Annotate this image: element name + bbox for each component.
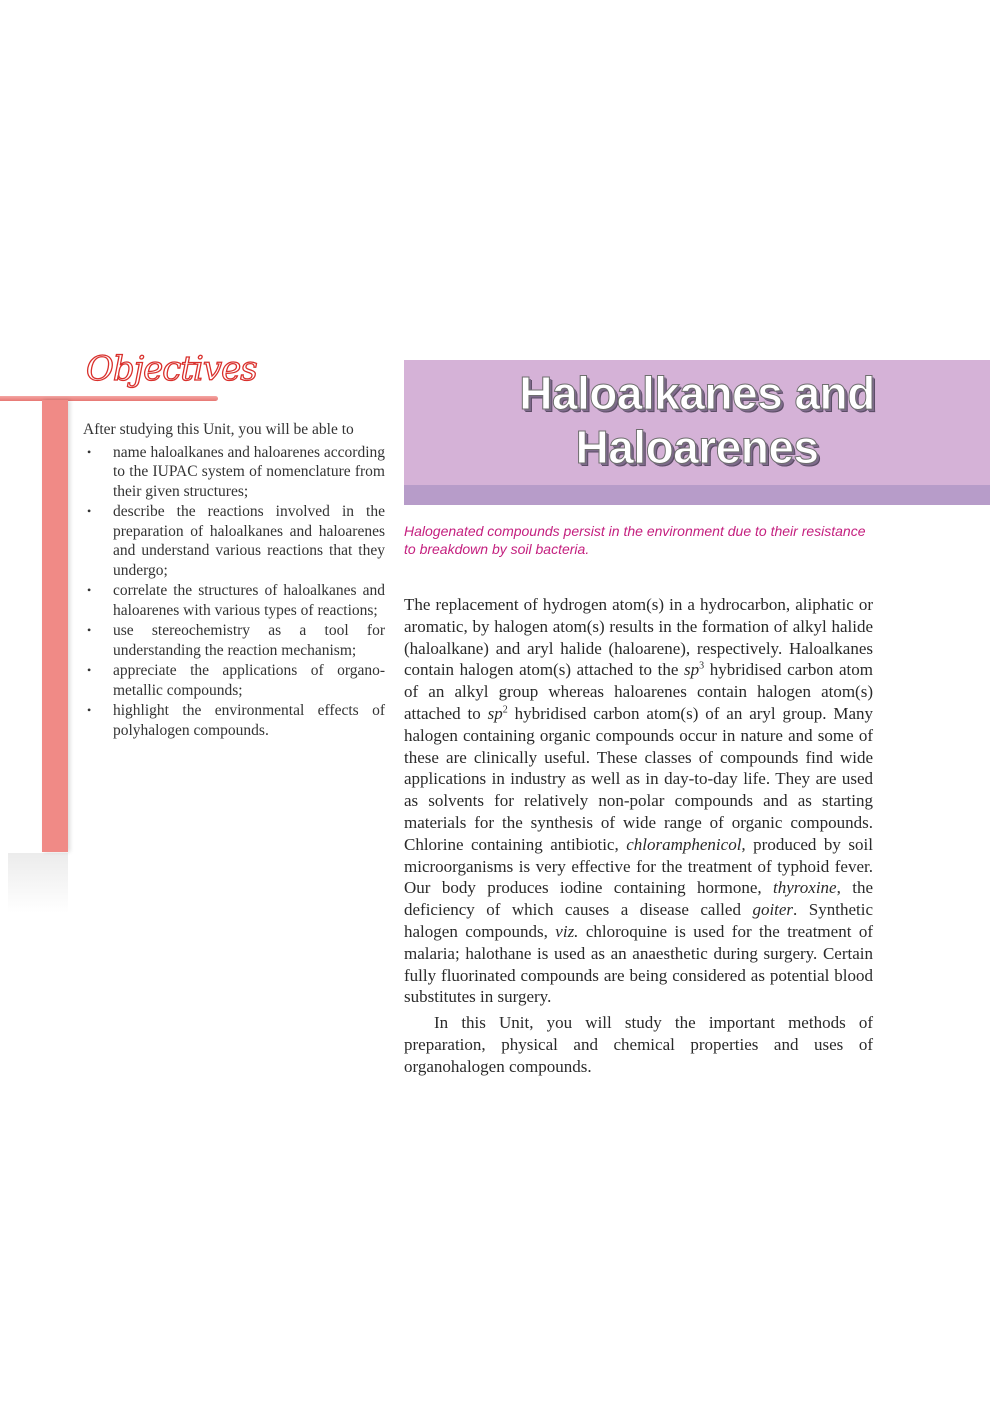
objective-item [83,502,385,580]
main-body [404,594,873,1082]
chapter-title-line-1: Haloalkanes and [519,367,875,419]
hybridisation-term: sp [487,703,503,723]
text-run: The replacement of hydrogen atom(s) in a hydrocarbon, aliphatic or aromatic, by halogen atom(s) results in the formation of alkyl halide (haloalkane) and aryl halide (haloarene), respectively. Haloalkanes contain halogen atom(s) attached to the [404,595,873,680]
stripe-shadow [8,853,68,913]
chapter-banner [404,360,990,505]
banner-bottom-band [404,485,990,505]
text-run: . Synthetic halogen compounds, [404,900,873,941]
objective-text: name haloalkanes and haloarenes according to the IUPAC system of nomenclature from their given structures; [113,443,385,500]
body-paragraph-2: In this Unit, you will study the important methods of preparation, physical and chemical properties and uses of organohalogen compounds. [404,1013,873,1076]
chapter-title-line-2: Haloarenes [575,421,819,473]
objectives-top-rule [0,396,218,401]
objective-item [83,621,385,660]
objective-text: appreciate the applications of organo-metallic compounds; [113,662,385,699]
emphasis-term: thyroxine [773,878,837,898]
emphasis-term: goiter [752,900,794,920]
objective-item [83,581,385,620]
bullet-icon: • [87,444,92,459]
hybridisation-term: sp [684,660,700,680]
body-paragraph-1 [404,594,873,1008]
objective-text: use stereochemistry as a tool for understanding the reaction mechanism; [113,622,385,659]
epigraph: Halogenated compounds persist in the environment due to their resistance to breakdown by soil bacteria. [404,523,866,557]
text-run: hybridised carbon atom(s) of an aryl group. Many halogen containing organic compounds occur in nature and some of these are clinically useful. These classes of compounds find wide applications in industry as well as in day-to-day life. They are used as solvents for relatively non-polar compounds and as starting materials for the synthesis of wide range of organic compounds. Chlorine containing antibiotic, [404,703,873,854]
text-run: , the deficiency of which causes a disease called [404,878,873,920]
text-run: chloroquine is used for the treatment of malaria; halothane is used as an anaesthetic during surgery. Certain fully fluorinated compounds are being considered as potential blood substitutes in surgery. [404,921,874,1007]
text-run: hybridised carbon atom of an alkyl group whereas haloarenes contain halogen atom(s) attached to [404,660,874,723]
bullet-icon: • [87,623,92,637]
objective-item [83,701,385,740]
objective-text: correlate the structures of haloalkanes and haloarenes with various types of reactions; [113,582,385,619]
objectives-list [83,443,385,741]
emphasis-term: chloramphenicol, [626,834,746,854]
objective-item [83,661,385,700]
objectives-side-stripe [42,400,68,852]
bullet-icon: • [87,504,92,518]
superscript: 2 [502,704,508,716]
superscript: 3 [699,660,705,672]
objective-text: describe the reactions involved in the preparation of haloalkanes and haloarenes and understand various reactions that they undergo; [113,503,385,579]
objectives-heading: Objectives [86,349,257,389]
objectives-panel [83,420,385,741]
text-run: produced by soil microorganisms is very effective for the treatment of typhoid fever. Our body produces iodine containing hormone, [404,834,873,898]
emphasis-term: viz. [555,921,579,941]
bullet-icon: • [87,583,92,597]
chapter-title [404,360,990,474]
bullet-icon: • [87,663,92,677]
objectives-intro: After studying this Unit, you will be able to [83,421,354,438]
bullet-icon: • [87,703,92,717]
objective-item [83,443,385,502]
objective-text: highlight the environmental effects of polyhalogen compounds. [113,702,385,739]
